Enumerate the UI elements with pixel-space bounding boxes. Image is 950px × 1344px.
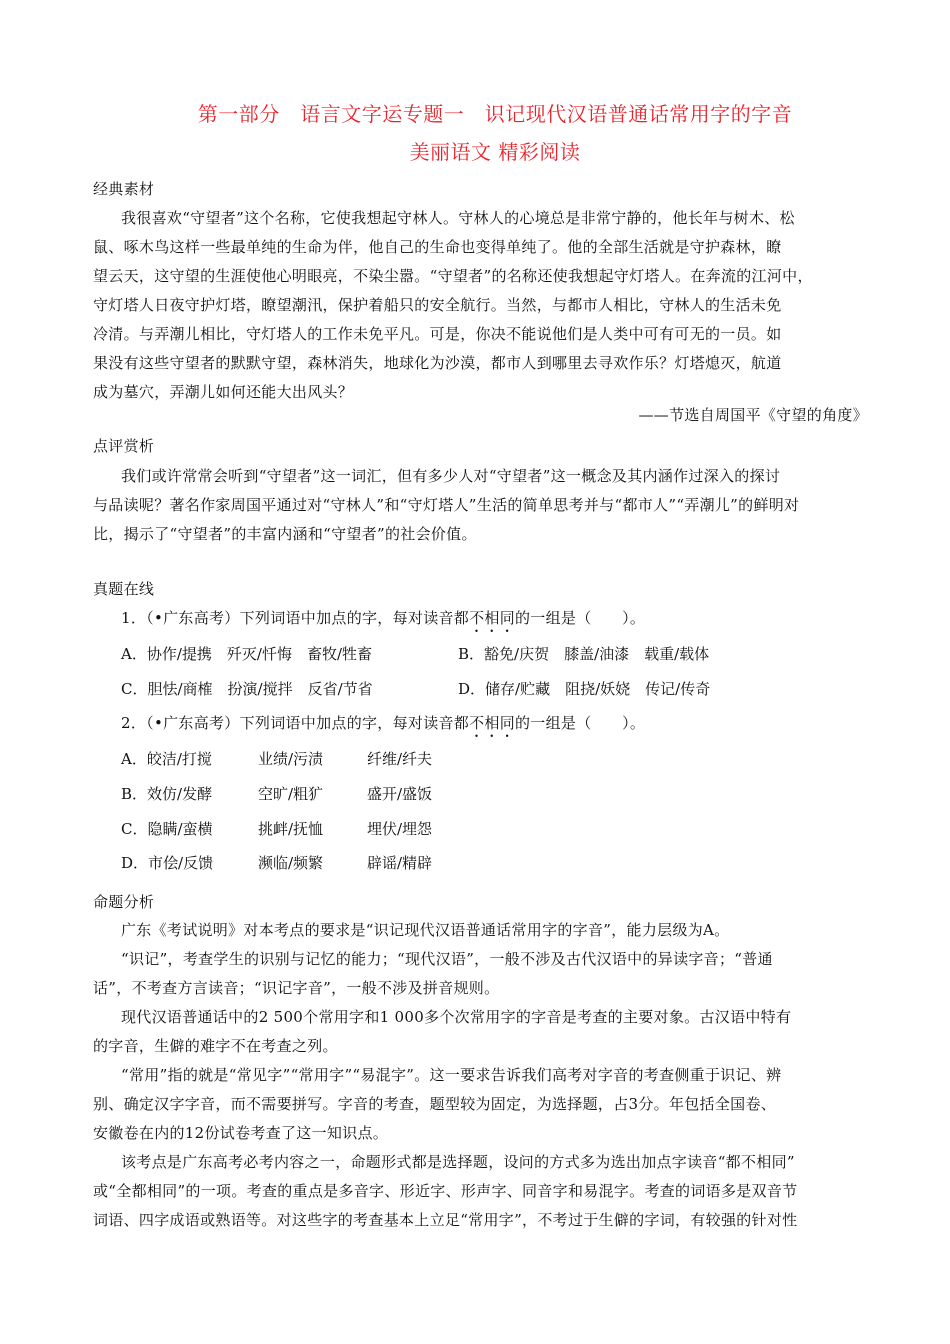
question-1-stem-end: 的一组是（ ）。 — [515, 609, 646, 627]
classic-paragraph-line: 鼠、啄木鸟这样一些最单纯的生命为伴，他自己的生命也变得单纯了。他的全部生活就是守护森林，瞭 — [93, 238, 782, 256]
section-heading-classic: 经典素材 — [93, 180, 155, 198]
review-paragraph-line: 我们或许常常会听到“守望者”这一词汇，但有多少人对“守望者”这一概念及其内涵作过深入的探讨 — [121, 467, 781, 485]
document-title: 第一部分 语言文字运专题一 识记现代汉语普通话常用字的字音 — [197, 102, 793, 126]
question-2-emphasis: 不相同 — [469, 714, 515, 732]
analysis-paragraph-line: 现代汉语普通话中的2 500个常用字和1 000多个次常用字的字音是考查的主要对象。古汉语中特有 — [121, 1008, 792, 1026]
question-1-option-c: C．胆怯/商榷 扮演/搅拌 反省/节省 — [121, 680, 373, 698]
question-2-option-c-pair: 挑衅/抚恤 — [258, 820, 324, 838]
question-1-option-a: A．协作/提携 歼灭/忏悔 畜牧/牲畜 — [121, 645, 372, 663]
question-1-option-d: D．储存/贮藏 阻挠/妖娆 传记/传奇 — [458, 680, 711, 698]
classic-paragraph-line: 守灯塔人日夜守护灯塔，瞭望潮汛，保护着船只的安全航行。当然，与都市人相比，守林人的生活未免 — [93, 296, 782, 314]
classic-paragraph-line: 果没有这些守望者的默默守望，森林消失，地球化为沙漠，都市人到哪里去寻欢作乐？灯塔熄灭，航道 — [93, 354, 782, 372]
question-2-option-d-pair: 辟谣/精辟 — [367, 854, 433, 872]
question-2-option-c-pair: 埋伏/埋怨 — [367, 820, 433, 838]
question-2-option-b-label: B．效仿/发酵 — [121, 785, 213, 803]
question-2-stem-text: 2．（•广东高考）下列词语中加点的字，每对读音都 — [121, 714, 470, 732]
analysis-paragraph-line: 的字音，生僻的难字不在考查之列。 — [93, 1037, 338, 1055]
analysis-paragraph-line: 安徽卷在内的12份试卷考查了这一知识点。 — [93, 1124, 389, 1142]
section-heading-exam: 真题在线 — [93, 580, 155, 598]
section-heading-analysis: 命题分析 — [93, 893, 155, 911]
review-paragraph-line: 与品读呢？著名作家周国平通过对“守林人”和“守灯塔人”生活的简单思考并与“都市人”“弄潮儿”的鲜明对 — [93, 496, 800, 514]
classic-paragraph-line: 望云天，这守望的生涯使他心明眼亮，不染尘嚣。“守望者”的名称还使我想起守灯塔人。在奔流的江河中， — [93, 267, 813, 285]
question-1-option-b: B．豁免/庆贺 膝盖/油漆 载重/载体 — [458, 645, 710, 663]
analysis-paragraph-line: 话”，不考查方言读音；“识记字音”，一般不涉及拼音规则。 — [93, 979, 500, 997]
analysis-paragraph-line: 或“全都相同”的一项。考查的重点是多音字、形近字、形声字、同音字和易混字。考查的词语多是双音节 — [93, 1182, 798, 1200]
review-paragraph-line: 比，揭示了“守望者”的丰富内涵和“守望者”的社会价值。 — [93, 525, 477, 543]
analysis-paragraph-line: “识记”，考查学生的识别与记忆的能力；“现代汉语”，一般不涉及古代汉语中的异读字音；“普通 — [121, 950, 773, 968]
question-2-option-a-label: A．皎洁/打搅 — [121, 750, 212, 768]
analysis-paragraph-line: 广东《考试说明》对本考点的要求是“识记现代汉语普通话常用字的字音”，能力层级为A。 — [121, 921, 730, 939]
classic-paragraph-line: 成为墓穴，弄潮儿如何还能大出风头？ — [93, 383, 354, 401]
classic-source: ——节选自周国平《守望的角度》 — [638, 406, 868, 424]
analysis-paragraph-line: “常用”指的就是“常见字”“常用字”“易混字”。这一要求告诉我们高考对字音的考查侧重于识记、辨 — [121, 1066, 782, 1084]
question-2-option-b-pair: 盛开/盛饭 — [367, 785, 433, 803]
document-subtitle: 美丽语文 精彩阅读 — [409, 140, 581, 164]
analysis-paragraph-line: 词语、四字成语或熟语等。对这些字的考查基本上立足“常用字”，不考过于生僻的字词，有较强的针对性 — [93, 1211, 798, 1229]
classic-paragraph-line: 冷清。与弄潮儿相比，守灯塔人的工作未免平凡。可是，你决不能说他们是人类中可有可无的一员。如 — [93, 325, 782, 343]
question-1-stem-text: 1．（•广东高考）下列词语中加点的字，每对读音都 — [121, 609, 470, 627]
question-2-stem — [121, 712, 896, 741]
analysis-paragraph-line: 别、确定汉字字音，而不需要拼写。字音的考查，题型较为固定，为选择题，占3分。年包括全国卷、 — [93, 1095, 777, 1113]
question-2-option-a-pair: 业绩/污渍 — [258, 750, 324, 768]
question-1-emphasis: 不相同 — [469, 609, 515, 627]
classic-paragraph-line: 我很喜欢“守望者”这个名称，它使我想起守林人。守林人的心境总是非常宁静的，他长年与树木、松 — [121, 209, 795, 227]
question-2-option-a-pair: 纤维/纤夫 — [367, 750, 433, 768]
question-2-option-d-pair: 濒临/频繁 — [258, 854, 324, 872]
question-2-stem-end: 的一组是（ ）。 — [515, 714, 646, 732]
question-2-option-c-label: C．隐瞒/蛮横 — [121, 820, 213, 838]
analysis-paragraph-line: 该考点是广东高考必考内容之一，命题形式都是选择题，设问的方式多为选出加点字读音“都不相同” — [121, 1153, 795, 1171]
section-heading-review: 点评赏析 — [93, 437, 155, 455]
question-2-option-b-pair: 空旷/粗犷 — [258, 785, 324, 803]
question-2-option-d-label: D．市侩/反馈 — [121, 854, 214, 872]
question-1-stem — [121, 607, 896, 636]
